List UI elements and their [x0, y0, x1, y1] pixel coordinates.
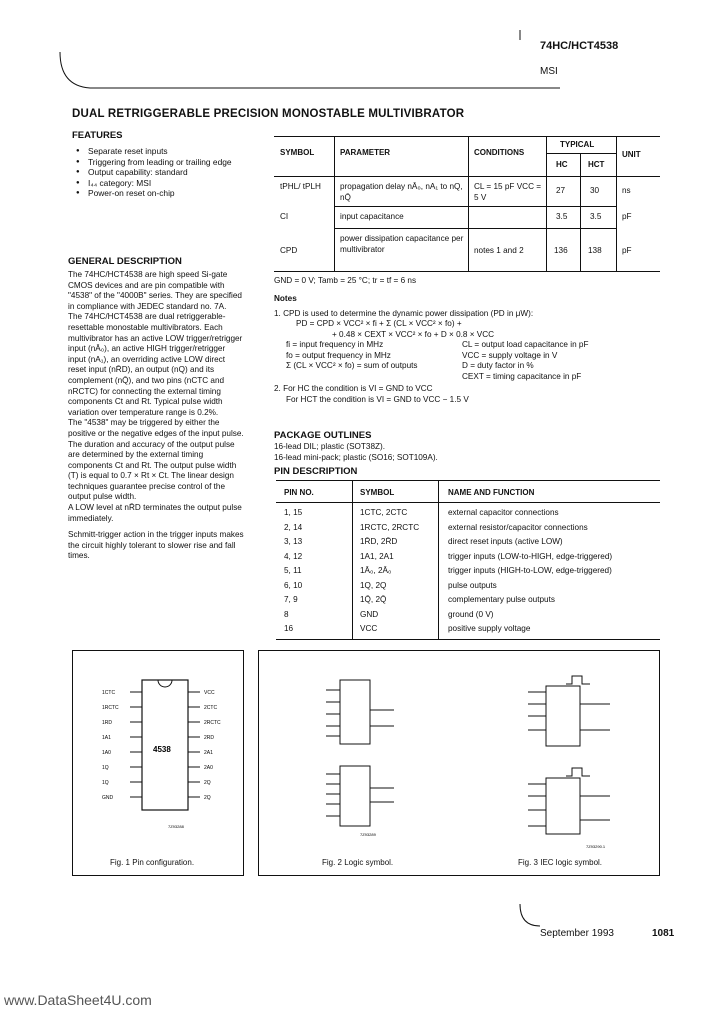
fig2-caption: Fig. 2 Logic symbol.	[322, 858, 394, 867]
pin-label-left: 1RCTC	[102, 705, 119, 711]
equation-1: PD = CPD × VCC² × fi + Σ (CL × VCC² × fo) +	[296, 319, 462, 328]
def-d: D = duty factor in %	[462, 361, 534, 370]
pin-label-right: 2CTC	[204, 705, 218, 711]
pin-row-no: 6, 10	[284, 580, 303, 590]
pin-row-no: 2, 14	[284, 522, 303, 532]
pin-row-no: 3, 13	[284, 537, 303, 546]
pin-row-name: external capacitor connections	[448, 508, 559, 517]
row3-parameter: power dissipation capacitance per multivibrator	[340, 234, 464, 254]
pin-label-right: 2Q	[204, 780, 211, 786]
footer-date: September 1993	[540, 928, 614, 939]
pin-label-left: 1Q	[102, 765, 109, 771]
general-p5: Schmitt-trigger action in the trigger inputs makes the circuit highly tolerant to slower rise and fall times.	[68, 530, 244, 561]
equation-2: + 0.48 × CEXT × VCC² × fo + D × 0.8 × VCC	[332, 329, 495, 339]
def-fi: fi = input frequency in MHz	[286, 340, 384, 349]
row3-hc: 136	[554, 246, 568, 255]
pin-label-left: 1Q	[102, 780, 109, 786]
footer-rule	[0, 890, 720, 930]
pin-row-name: pulse outputs	[448, 580, 497, 590]
row2-hct: 3.5	[590, 212, 602, 221]
pin-row-no: 7, 9	[284, 595, 298, 604]
note-1: 1. CPD is used to determine the dynamic power dissipation (PD in μW):	[274, 308, 534, 318]
general-p3: The "4538" may be triggered by either the positive or the negative edges of the input pulse. The duration and accuracy of the output pulse are determined by the external timing components Ct and Rt. The output pulse width (T) is equal to 0.7 × Rt × Ct. The linear design techniques guarantee precise control of the output pulse width.	[68, 418, 244, 502]
def-cl: CL = output load capacitance in pF	[462, 340, 589, 349]
row3-conditions: notes 1 and 2	[474, 246, 524, 255]
pin-row-symbol: 1Q, 2Q	[360, 580, 387, 590]
features-list	[76, 146, 266, 199]
pin-row-name: direct reset inputs (active LOW)	[448, 537, 563, 546]
pin-label-right: 2Q	[204, 795, 211, 801]
row1-unit: ns	[622, 186, 631, 195]
fig3-caption: Fig. 3 IEC logic symbol.	[518, 858, 603, 867]
feature-item: ● I₄₄ category: MSI	[76, 178, 266, 189]
def-fo: fo = output frequency in MHz	[286, 350, 391, 360]
page-number: 1081	[652, 928, 675, 939]
th-unit: UNIT	[622, 150, 641, 159]
watermark[interactable]: www.DataSheet4U.com	[4, 992, 152, 1008]
note-2b: For HCT the condition is VI = GND to VCC − 1.5 V	[286, 394, 469, 404]
page-title: DUAL RETRIGGERABLE PRECISION MONOSTABLE MULTIVIBRATOR	[72, 108, 465, 120]
pin-label-right: VCC	[204, 690, 215, 696]
features-heading: FEATURES	[72, 130, 123, 141]
pin-label-left: GND	[102, 795, 114, 801]
pin-configuration-diagram	[72, 650, 242, 874]
note-2a: 2. For HC the condition is VI = GND to VCC	[274, 384, 433, 393]
pin-label-right: 2A1	[204, 750, 213, 756]
row2-hc: 3.5	[556, 212, 568, 221]
pin-label-left: 1A1	[102, 735, 111, 741]
pin-th-name: NAME AND FUNCTION	[448, 488, 535, 497]
pin-label-right: 2A0	[204, 765, 213, 771]
table-footnote: GND = 0 V; Tamb = 25 °C; tr = tf = 6 ns	[274, 276, 417, 285]
pin-th-no: PIN NO.	[284, 488, 314, 497]
pin-row-symbol: 1CTC, 2CTC	[360, 508, 408, 517]
pin-row-no: 8	[284, 609, 289, 619]
package-dil: 16-lead DIL; plastic (SOT38Z).	[274, 442, 386, 451]
row1-hct: 30	[590, 186, 600, 195]
row2-symbol: CI	[280, 212, 289, 221]
pin-table	[276, 480, 660, 640]
pin-row-symbol: GND	[360, 609, 379, 619]
pin-th-symbol: SYMBOL	[360, 488, 395, 497]
feature-item: ● Triggering from leading or trailing edge	[76, 157, 266, 168]
th-hct: HCT	[588, 160, 605, 169]
th-hc: HC	[556, 160, 568, 169]
def-cext: CEXT = timing capacitance in pF	[462, 371, 582, 381]
package-so: 16-lead mini-pack; plastic (SO16; SOT109A).	[274, 453, 438, 462]
notes-heading: Notes	[274, 294, 297, 303]
row1-parameter: propagation delay nĀ₀, nA₁ to nQ, nQ̄	[340, 182, 463, 202]
th-parameter: PARAMETER	[340, 148, 391, 157]
feature-item: ● Power-on reset on-chip	[76, 188, 266, 199]
pin-row-symbol: VCC	[360, 624, 378, 633]
typical-table	[274, 136, 660, 272]
pin-row-symbol: 1A1, 2A1	[360, 551, 394, 561]
pin-row-name: ground (0 V)	[448, 609, 494, 619]
svg-text:7Z93290.1: 7Z93290.1	[586, 844, 606, 849]
general-p1: The 74HC/HCT4538 are high speed Si-gate CMOS devices and are pin compatible with "4538" of the "4000B" series. They are specified in compliance with JEDEC standard no. 7A.	[68, 270, 242, 311]
logic-symbol-diagram	[300, 670, 420, 850]
pin-label-right: 2RD	[204, 735, 215, 741]
th-symbol: SYMBOL	[280, 148, 315, 157]
def-vcc: VCC = supply voltage in V	[462, 350, 558, 360]
pin-label-left: 1RD	[102, 720, 113, 726]
feature-item: ● Output capability: standard	[76, 167, 266, 178]
th-conditions: CONDITIONS	[474, 148, 525, 157]
pin-row-name: trigger inputs (LOW-to-HIGH, edge-triggered)	[448, 551, 613, 561]
row1-symbol: tPHL/ tPLH	[280, 182, 321, 191]
row2-parameter: input capacitance	[340, 212, 404, 221]
pin-row-symbol: 1Ā₀, 2Ā₀	[360, 566, 392, 575]
pin-heading: PIN DESCRIPTION	[274, 466, 358, 477]
row3-symbol: CPD	[280, 246, 298, 255]
pin-label-right: 2RCTC	[204, 720, 221, 726]
pin-row-no: 16	[284, 624, 294, 633]
feature-item: ● Separate reset inputs	[76, 146, 266, 157]
row2-unit: pF	[622, 212, 632, 221]
row1-conditions: CL = 15 pF VCC = 5 V	[474, 182, 542, 202]
pin-row-name: external resistor/capacitor connections	[448, 522, 588, 532]
general-p4: A LOW level at nR̄D terminates the output pulse immediately.	[68, 503, 242, 523]
pin-label-left: 1A0	[102, 750, 111, 756]
header-rule	[0, 0, 720, 100]
general-p2: The 74HC/HCT4538 are dual retriggerable-resettable monostable multivibrators. Each multivibrator has an active LOW trigger/retrigger input (nĀ₀), an active HIGH trigger/retrigger input (nA₁), an overriding active LOW direct reset input (nR̄D), an output (nQ) and its complement (nQ̄), and two pins (nCTC and nRCTC) for connecting the external timing components Ct and Rt. Typical pulse width variation over temperature range is 0.2%.	[68, 312, 243, 417]
pin-row-name: complementary pulse outputs	[448, 595, 555, 604]
pin-label-left: 1CTC	[102, 690, 116, 696]
pin-row-no: 4, 12	[284, 551, 303, 561]
pin-row-name: positive supply voltage	[448, 624, 531, 633]
def-sum: Σ (CL × VCC² × fo) = sum of outputs	[286, 361, 418, 370]
part-number: 74HC/HCT4538	[540, 40, 619, 52]
svg-text:7Z93288: 7Z93288	[168, 824, 184, 829]
row1-hc: 27	[556, 186, 566, 195]
pin-row-no: 5, 11	[284, 566, 302, 575]
th-typical: TYPICAL	[560, 140, 595, 149]
general-heading: GENERAL DESCRIPTION	[68, 256, 182, 267]
notes	[274, 294, 664, 405]
category-label: MSI	[540, 66, 558, 77]
iec-symbol-diagram	[510, 670, 630, 850]
package-heading: PACKAGE OUTLINES	[274, 430, 372, 441]
general-description	[68, 270, 244, 562]
svg-text:7Z93289: 7Z93289	[360, 832, 376, 837]
pin-row-symbol: 1Q̄, 2Q̄	[360, 595, 387, 604]
fig1-caption: Fig. 1 Pin configuration.	[110, 858, 195, 867]
row3-hct: 138	[588, 246, 602, 255]
row3-unit: pF	[622, 246, 632, 255]
pin-row-symbol: 1RCTC, 2RCTC	[360, 522, 420, 532]
pin-row-no: 1, 15	[284, 508, 303, 517]
pin-row-symbol: 1R̄D, 2R̄D	[360, 537, 398, 546]
chip-label: 4538	[153, 745, 171, 754]
pin-row-name: trigger inputs (HIGH-to-LOW, edge-triggered)	[448, 566, 612, 575]
